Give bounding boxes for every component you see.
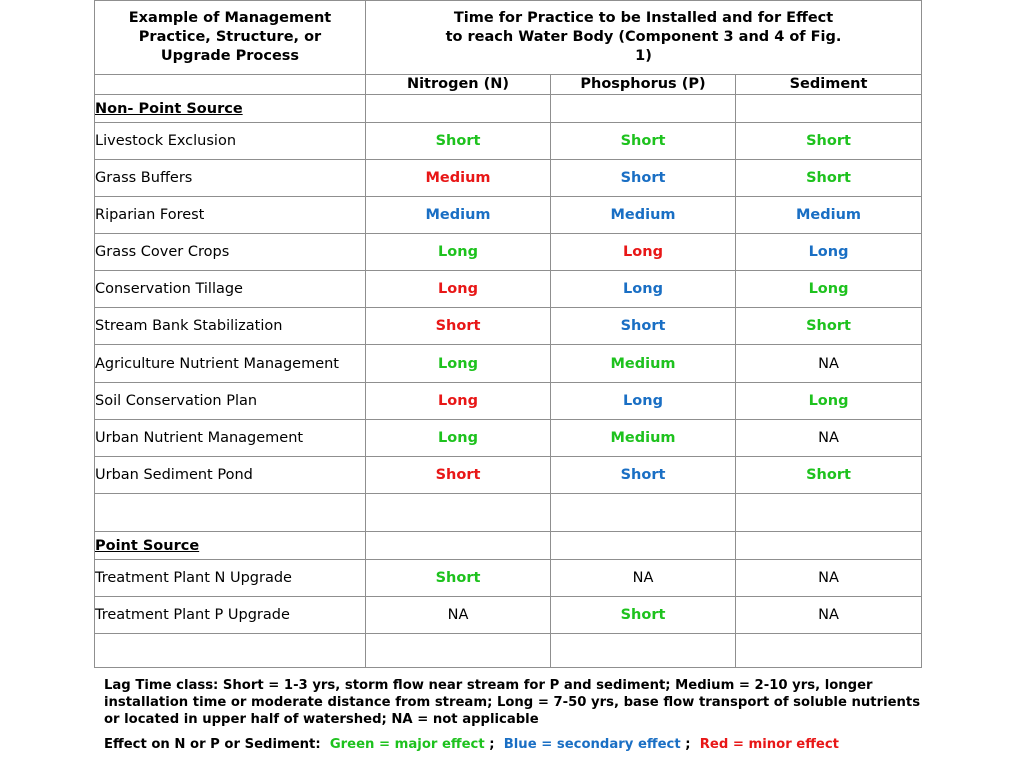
sediment-value: NA bbox=[736, 420, 922, 457]
phosphorus-value: Medium bbox=[551, 345, 736, 383]
phosphorus-value: Medium bbox=[551, 197, 736, 234]
sediment-header: Sediment bbox=[736, 75, 922, 95]
sediment-value: Medium bbox=[736, 197, 922, 234]
nitrogen-value: Long bbox=[366, 234, 551, 271]
phosphorus-value: Short bbox=[551, 597, 736, 634]
effect-legend-label: Effect on N or P or Sediment: bbox=[104, 737, 321, 752]
empty-cell bbox=[366, 95, 551, 123]
sediment-value: Long bbox=[736, 383, 922, 420]
practice-name: Urban Nutrient Management bbox=[95, 420, 366, 457]
nitrogen-value: Short bbox=[366, 560, 551, 597]
empty-cell bbox=[551, 634, 736, 668]
table-row bbox=[95, 197, 922, 234]
phosphorus-value: Short bbox=[551, 457, 736, 494]
nitrogen-value: Long bbox=[366, 345, 551, 383]
nitrogen-value: Short bbox=[366, 308, 551, 345]
practice-name: Grass Buffers bbox=[95, 160, 366, 197]
nitrogen-value: Medium bbox=[366, 197, 551, 234]
sediment-value: NA bbox=[736, 345, 922, 383]
empty-cell bbox=[736, 494, 922, 532]
spacer-row bbox=[95, 634, 922, 668]
empty-cell bbox=[95, 494, 366, 532]
practice-name: Stream Bank Stabilization bbox=[95, 308, 366, 345]
practice-column-header bbox=[95, 1, 366, 75]
sediment-value: NA bbox=[736, 560, 922, 597]
practice-name: Soil Conservation Plan bbox=[95, 383, 366, 420]
sediment-value: NA bbox=[736, 597, 922, 634]
empty-cell bbox=[736, 634, 922, 668]
table-row bbox=[95, 560, 922, 597]
effect-legend bbox=[104, 736, 924, 753]
nitrogen-value: NA bbox=[366, 597, 551, 634]
nitrogen-header: Nitrogen (N) bbox=[366, 75, 551, 95]
table-row bbox=[95, 597, 922, 634]
sediment-value: Short bbox=[736, 457, 922, 494]
table-row bbox=[95, 308, 922, 345]
empty-cell bbox=[366, 494, 551, 532]
phosphorus-value: Short bbox=[551, 123, 736, 160]
sediment-value: Short bbox=[736, 123, 922, 160]
table-row bbox=[95, 345, 922, 383]
effect-legend-green: Green = major effect bbox=[329, 737, 485, 752]
section-title: Point Source bbox=[95, 532, 366, 560]
practice-name: Treatment Plant P Upgrade bbox=[95, 597, 366, 634]
sediment-value: Long bbox=[736, 234, 922, 271]
lag-time-table bbox=[94, 0, 922, 668]
practice-name: Grass Cover Crops bbox=[95, 234, 366, 271]
table-row bbox=[95, 234, 922, 271]
effect-legend-sep-1: ; bbox=[489, 737, 495, 752]
effect-legend-sep-2: ; bbox=[685, 737, 691, 752]
empty-cell bbox=[551, 532, 736, 560]
phosphorus-value: Long bbox=[551, 234, 736, 271]
table-row bbox=[95, 271, 922, 308]
effect-legend-red: Red = minor effect bbox=[699, 737, 839, 752]
empty-cell bbox=[95, 634, 366, 668]
phosphorus-value: Short bbox=[551, 160, 736, 197]
phosphorus-value: NA bbox=[551, 560, 736, 597]
nitrogen-value: Medium bbox=[366, 160, 551, 197]
nitrogen-value: Short bbox=[366, 123, 551, 160]
subheader-row bbox=[95, 75, 922, 95]
empty-cell bbox=[736, 95, 922, 123]
empty-cell bbox=[366, 532, 551, 560]
empty-cell bbox=[736, 532, 922, 560]
effect-legend-blue: Blue = secondary effect bbox=[503, 737, 681, 752]
table-row bbox=[95, 383, 922, 420]
practice-name: Livestock Exclusion bbox=[95, 123, 366, 160]
empty-cell bbox=[551, 95, 736, 123]
empty-cell bbox=[551, 494, 736, 532]
section-title-row bbox=[95, 95, 922, 123]
spacer-row bbox=[95, 494, 922, 532]
practice-name: Treatment Plant N Upgrade bbox=[95, 560, 366, 597]
practice-name: Urban Sediment Pond bbox=[95, 457, 366, 494]
empty-cell bbox=[366, 634, 551, 668]
phosphorus-value: Long bbox=[551, 271, 736, 308]
time-column-header bbox=[366, 1, 922, 75]
table-row bbox=[95, 123, 922, 160]
sediment-value: Short bbox=[736, 160, 922, 197]
sediment-value: Long bbox=[736, 271, 922, 308]
sediment-value: Short bbox=[736, 308, 922, 345]
phosphorus-value: Medium bbox=[551, 420, 736, 457]
practice-name: Riparian Forest bbox=[95, 197, 366, 234]
lag-time-legend: Lag Time class: Short = 1-3 yrs, storm flow near stream for P and sediment; Medium = 2-10 yrs, longer installation time or moderate distance from stream; Long = 7-50 yrs, base flow transport of soluble nutrients or located in upper half of watershed; NA = not applicable bbox=[104, 678, 921, 727]
table-row bbox=[95, 457, 922, 494]
practice-column-header-text: Example of Management Practice, Structure, or Upgrade Process bbox=[128, 10, 332, 64]
practice-name: Agriculture Nutrient Management bbox=[95, 345, 366, 383]
nitrogen-value: Short bbox=[366, 457, 551, 494]
phosphorus-value: Long bbox=[551, 383, 736, 420]
nitrogen-value: Long bbox=[366, 420, 551, 457]
subheader-blank bbox=[95, 75, 366, 95]
section-title-row bbox=[95, 532, 922, 560]
time-column-header-text: Time for Practice to be Installed and for Effect to reach Water Body (Component 3 and 4 of Fig. 1) bbox=[445, 10, 842, 64]
header-row bbox=[95, 1, 922, 75]
nitrogen-value: Long bbox=[366, 271, 551, 308]
phosphorus-header: Phosphorus (P) bbox=[551, 75, 736, 95]
practice-name: Conservation Tillage bbox=[95, 271, 366, 308]
table-row bbox=[95, 160, 922, 197]
nitrogen-value: Long bbox=[366, 383, 551, 420]
table-row bbox=[95, 420, 922, 457]
section-title: Non- Point Source bbox=[95, 95, 366, 123]
phosphorus-value: Short bbox=[551, 308, 736, 345]
